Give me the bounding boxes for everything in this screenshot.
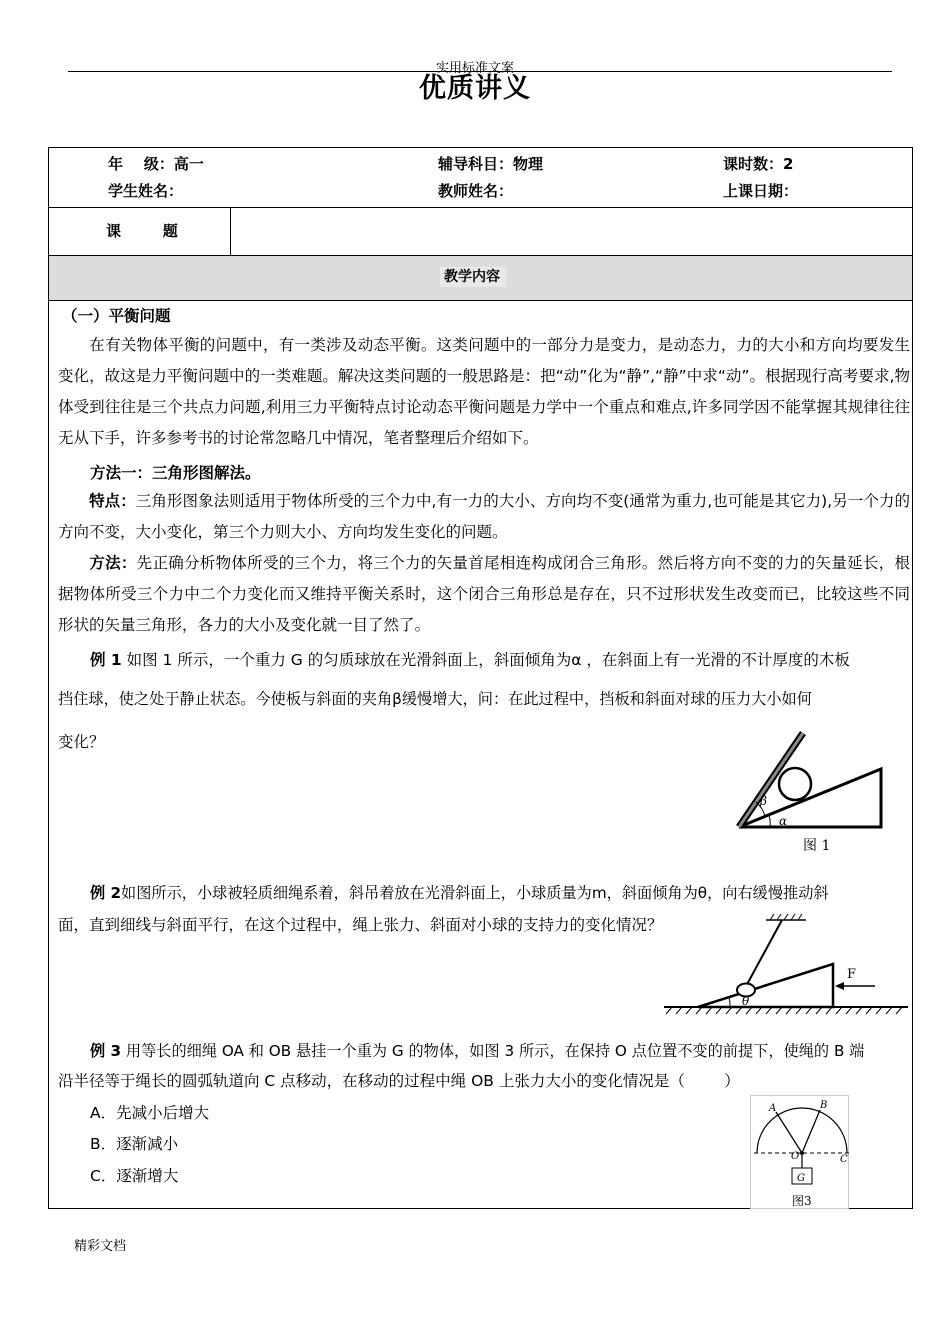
header-note: 实用标准文案: [435, 61, 514, 76]
example3-label: 例 3: [90, 1042, 122, 1060]
intro-text: 在有关物体平衡的问题中，有一类涉及动态平衡。这类问题中的一部分力是变力，是动态力，力的大小和方向均要发生变化，故这是力平衡问题中的一类难题。解决这类问题的一般思路是：把“动”化为“静”,“静”中求“动”。根据现行高考要求,物体受到往往是三个共点力问题,利用三力平衡特点讨论动态平衡问题是力学中一个重点和难点,许多同学因不能掌握其规律往往无从下手，许多参考书的讨论常忽略几中情况，笔者整理后介绍如下。: [58, 336, 910, 447]
topic-label: 课 题: [106, 222, 178, 240]
figure-2: [660, 910, 910, 1020]
example1-label: 例 1: [90, 651, 122, 669]
fig3-g-label: G: [797, 1173, 805, 1184]
teacher-name-label: 教师姓名：: [438, 182, 514, 200]
subject-field: [438, 153, 543, 174]
fig2-string: [745, 920, 782, 988]
fig3-a-label: A: [769, 1103, 777, 1114]
fig3-caption: 图3: [792, 1194, 812, 1208]
method-paragraph: [58, 548, 910, 641]
subject-value: 物理: [513, 155, 544, 173]
table-divider: [48, 300, 913, 301]
figure-3: [750, 1095, 850, 1210]
fig3-b-label: B: [820, 1100, 828, 1111]
figure-1: [730, 728, 890, 858]
example3-line1: [90, 1040, 942, 1061]
fig3-c-label: C: [840, 1154, 848, 1165]
intro-paragraph: [58, 330, 910, 454]
hours-label: 课时数：: [723, 155, 784, 173]
example2-line2: 面，直到细线与斜面平行，在这个过程中，绳上张力、斜面对小球的支持力的变化情况？: [58, 916, 663, 934]
fig1-caption: 图 1: [803, 838, 831, 854]
example2-line1: [90, 882, 942, 903]
fig1-alpha-label: α: [779, 814, 788, 828]
fig1-beta-label: β: [760, 794, 767, 808]
fig3-o-label: O: [791, 1151, 800, 1162]
table-col-divider: [230, 208, 231, 255]
page-title: 优质讲义: [419, 73, 531, 104]
subject-label: 辅导科目：: [438, 155, 514, 173]
option-c: C．逐渐增大: [90, 1167, 179, 1185]
fig2-force-label: F: [847, 967, 857, 982]
fig2-force-arrowhead: [835, 982, 844, 990]
option-b: B．逐渐减小: [90, 1135, 179, 1153]
example1-text1: 如图 1 所示，一个重力 G 的匀质球放在光滑斜面上，斜面倾角为α ，在斜面上有一光滑的不计厚度的木板: [126, 651, 850, 669]
section-header: 教学内容: [440, 267, 506, 287]
feature-label: 特点：: [89, 492, 136, 510]
fig3-rope-ob: [802, 1110, 820, 1153]
option-a: A．先减小后增大: [90, 1104, 210, 1122]
fig3-border: [751, 1096, 849, 1209]
example3-text1: 用等长的细绳 OA 和 OB 悬挂一个重为 G 的物体，如图 3 所示，在保持 O 点位置不变的前提下，使绳的 B 端: [125, 1042, 865, 1060]
example2-text1: 如图所示，小球被轻质细绳系着，斜吊着放在光滑斜面上，小球质量为m，斜面倾角为θ，向右缓慢推动斜: [121, 884, 829, 902]
section-title: （一）平衡问题: [62, 307, 171, 325]
fig1-ball: [779, 768, 811, 800]
fig3-arc: [757, 1108, 847, 1153]
example2-label: 例 2: [90, 884, 122, 902]
method-text: 先正确分析物体所受的三个力，将三个力的矢量首尾相连构成闭合三角形。然后将方向不变的力的矢量延长，根据物体所受三个力中二个力变化而又维持平衡关系时，这个闭合三角形总是存在，只不过形状发生改变而已，比较这些不同形状的矢量三角形，各力的大小及变化就一目了然了。: [58, 554, 910, 634]
student-name-label: 学生姓名：: [108, 182, 184, 200]
feature-paragraph: [58, 486, 910, 548]
fig2-theta-arc: [729, 997, 730, 1007]
example1-line2: 挡住球，使之处于静止状态。今使板与斜面的夹角β缓慢增大，问：在此过程中，挡板和斜面对球的压力大小如何: [58, 690, 812, 708]
grade-value: 高一: [173, 155, 204, 173]
feature-text: 三角形图象法则适用于物体所受的三个力中,有一力的大小、方向均不变(通常为重力,也可能是其它力),另一个力的方向不变，大小变化，第三个力则大小、方向均发生变化的问题。: [58, 492, 910, 541]
fig3-rope-oa: [776, 1112, 802, 1153]
grade-label: 年 级：: [108, 155, 174, 173]
example3-line2: 沿半径等于绳长的圆弧轨道向 C 点移动，在移动的过程中绳 OB 上张力大小的变化情况是（ ）: [58, 1072, 740, 1090]
table-divider: [48, 207, 913, 208]
fig2-theta-label: θ: [742, 994, 750, 1008]
method-label: 方法：: [89, 554, 137, 572]
hours-field: [723, 153, 793, 174]
grade-field: [108, 153, 204, 174]
footer-note: 精彩文档: [74, 1239, 127, 1254]
date-label: 上课日期：: [723, 182, 799, 200]
method1-title: 方法一：三角形图解法。: [90, 464, 261, 482]
example1-line1: [90, 648, 942, 670]
example1-line3: 变化？: [58, 733, 105, 751]
hours-value: 2: [783, 155, 794, 173]
fig2-incline: [698, 964, 833, 1007]
fig2-ceiling-hatch: [770, 914, 802, 920]
